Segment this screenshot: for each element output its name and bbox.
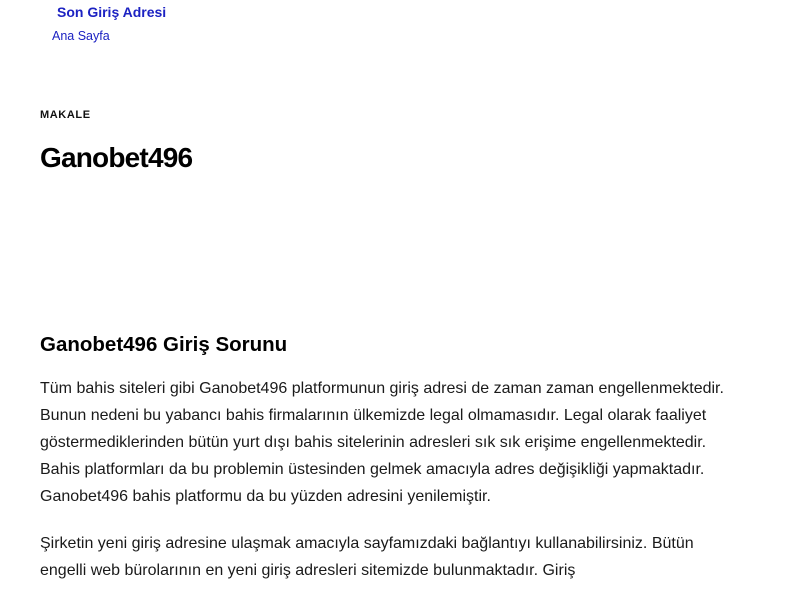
home-link[interactable]: Ana Sayfa: [52, 29, 110, 43]
article-content: [40, 375, 730, 604]
site-header: [0, 0, 800, 60]
paragraph: Şirketin yeni giriş adresine ulaşmak amacıyla sayfamızdaki bağlantıyı kullanabilirsiniz. Bütün engelli web bürolarının en yeni giriş adresleri sitemizde bulunmaktadır. Giriş: [40, 535, 694, 579]
paragraph: Tüm bahis siteleri gibi Ganobet496 platformunun giriş adresi de zaman zaman engellenmektedir. Bunun nedeni bu yabancı bahis firmalarının ülkemizde legal olmamasıdır. Legal olarak faaliyet göstermediklerinden bütün yurt dışı bahis sitelerinin adresleri sık sık erişime engellenmektedir. Bahis platformları da bu problemin üstesinden gelmek amacıyla adres değişikliği yapmaktadır. Ganobet496 bahis platformu da bu yüzden adresini yenilemiştir.: [40, 380, 724, 505]
category-label: MAKALE: [40, 109, 91, 121]
site-title-link[interactable]: Son Giriş Adresi: [57, 4, 167, 20]
section-heading: Ganobet496 Giriş Sorunu: [40, 333, 288, 356]
page-title: Ganobet496: [40, 142, 193, 173]
